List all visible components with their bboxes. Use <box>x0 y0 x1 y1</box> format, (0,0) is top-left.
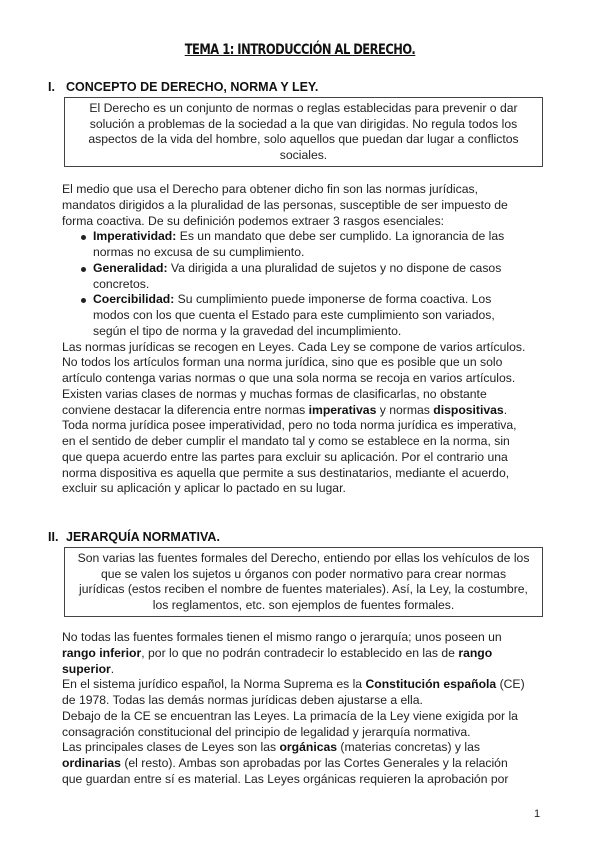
box-text-line: que se valen los sujetos u órganos con poder normativo para crear normas <box>100 566 507 581</box>
bold-term: Generalidad: <box>93 260 168 275</box>
text-run: y normas <box>376 402 434 417</box>
bullet-item <box>62 261 525 277</box>
text-line <box>62 245 525 261</box>
bullet-item <box>62 229 525 245</box>
text-line <box>62 371 525 387</box>
text-line <box>62 324 525 340</box>
text-line <box>62 709 525 725</box>
text-run: (el resto). Ambas son aprobadas por las Cortes Generales y la relación <box>120 756 508 770</box>
section-heading-1 <box>48 80 318 94</box>
box-text-line: El Derecho es un conjunto de normas o reglas establecidas para prevenir o dar <box>89 101 518 115</box>
text-line <box>62 355 525 371</box>
box-text-line: los reglamentos, etc. son ejemplos de fuentes formales. <box>152 597 455 612</box>
box-text-line: aspectos de la vida del hombre, solo aquellos que puedan dar lugar a conflictos <box>88 132 519 147</box>
text-run: Su cumplimiento puede imponerse de forma coactiva. Los <box>174 292 492 307</box>
text-run: . <box>503 402 508 417</box>
text-line <box>62 756 525 772</box>
definition-box-2 <box>64 547 543 617</box>
page-number: 1 <box>534 808 541 820</box>
text-run: No todos los artículos forman una norma jurídica, sino que es posible que un solo <box>62 355 503 370</box>
text-run: Las normas jurídicas se recogen en Leyes. Cada Ley se compone de varios artículos. <box>62 339 526 354</box>
section-heading-2 <box>48 530 220 544</box>
text-line <box>62 277 525 293</box>
section-number: II. <box>48 530 59 544</box>
text-line <box>62 466 525 482</box>
box-text-line: sociales. <box>279 147 328 162</box>
text-run: artículo contenga varias normas o que una sola norma se recoja en varios artículos. <box>62 371 516 385</box>
text-run: . <box>110 661 115 676</box>
text-line <box>62 308 525 324</box>
bold-term: Constitución española <box>365 677 497 692</box>
text-line <box>62 214 525 230</box>
text-run: normas no excusa de su cumplimiento. <box>93 245 305 259</box>
text-line <box>62 740 525 756</box>
text-run: , por lo que no podrán contradecir lo establecido en las de <box>141 645 459 660</box>
text-line <box>62 418 525 434</box>
box-text-line: solución a problemas de la sociedad a la que van dirigidas. No regula todos los <box>89 116 518 131</box>
text-line <box>62 677 525 693</box>
text-run: Va dirigida a una pluralidad de sujetos y no dispone de casos <box>167 260 502 275</box>
text-run: de 1978. Todas las demás normas jurídicas deben ajustarse a ella. <box>62 693 423 707</box>
text-run: norma dispositiva es aquella que permite a sus destinatarios, mediante el acuerdo, <box>62 465 510 480</box>
text-run: conviene destacar la diferencia entre normas <box>62 402 309 417</box>
text-line <box>62 630 525 646</box>
bold-term: orgánicas <box>279 740 338 755</box>
text-line <box>62 450 525 466</box>
text-line <box>62 387 525 403</box>
bold-term: imperativas <box>308 402 377 417</box>
text-run: consagración constitucional del principio de legalidad y jerarquía normativa. <box>62 724 471 739</box>
section-2-body <box>62 630 525 788</box>
text-run: Las principales clases de Leyes son las <box>62 740 280 755</box>
bold-term: rango <box>458 645 493 660</box>
text-run: según el tipo de norma y la gravedad del incumplimiento. <box>93 323 402 338</box>
text-line <box>62 198 525 214</box>
text-run: modos con los que cuenta el Estado para este cumplimiento son variados, <box>93 308 495 322</box>
text-run: concretos. <box>93 276 150 291</box>
text-line <box>62 340 525 356</box>
bold-term: rango inferior <box>62 645 142 660</box>
text-run: excluir su aplicación y aplicar lo pactado en su lugar. <box>62 481 346 496</box>
text-run: Toda norma jurídica posee imperatividad, pero no toda norma jurídica es imperativa, <box>62 418 517 433</box>
definition-box-1 <box>64 97 543 167</box>
bold-term: Coercibilidad: <box>93 292 175 307</box>
text-run: No todas las fuentes formales tienen el mismo rango o jerarquía; unos poseen un <box>62 630 502 644</box>
text-run: Es un mandato que debe ser cumplido. La ignorancia de las <box>176 229 505 244</box>
text-run: forma coactiva. De su definición podemos extraer 3 rasgos esenciales: <box>62 213 445 228</box>
text-run: mandatos dirigidos a la pluralidad de las personas, susceptible de ser impuesto de <box>62 197 508 212</box>
text-run: En el sistema jurídico español, la Norma Suprema es la <box>62 677 366 692</box>
text-run: (materias concretas) y las <box>337 740 480 755</box>
text-line <box>62 481 525 497</box>
document-title: TEMA 1: INTRODUCCIÓN AL DERECHO. <box>184 42 416 58</box>
box-text-line: jurídicas (estos reciben el nombre de fuentes materiales). Así, la Ley, la costumbre, <box>79 582 528 597</box>
text-line <box>62 182 525 198</box>
text-run: (CE) <box>496 677 525 692</box>
text-run: que quepa acuerdo entre las partes para excluir su aplicación. Por el contrario una <box>62 449 508 464</box>
bullet-item <box>62 292 525 308</box>
text-line <box>62 434 525 450</box>
text-line <box>62 772 525 788</box>
text-line <box>62 662 525 678</box>
text-run: Existen varias clases de normas y muchas formas de clasificarlas, no obstante <box>62 386 487 401</box>
section-number: I. <box>48 80 55 94</box>
text-run: en el sentido de deber cumplir el mandato tal y como se establece en la norma, sin <box>62 434 510 448</box>
section-title: CONCEPTO DE DERECHO, NORMA Y LEY. <box>66 80 319 94</box>
bold-term: Imperatividad: <box>93 229 177 244</box>
text-run: El medio que usa el Derecho para obtener dicho fin son las normas jurídicas, <box>62 182 478 196</box>
section-title: JERARQUÍA NORMATIVA. <box>66 530 220 544</box>
bold-term: dispositivas <box>433 402 504 417</box>
text-line <box>62 725 525 741</box>
section-1-body <box>62 182 525 497</box>
text-run: que guardan entre sí es material. Las Leyes orgánicas requieren la aprobación por <box>62 771 509 786</box>
box-text-line: Son varias las fuentes formales del Derecho, entiendo por ellas los vehículos de los <box>77 551 530 565</box>
text-line <box>62 403 525 419</box>
text-line <box>62 646 525 662</box>
text-line <box>62 693 525 709</box>
bold-term: superior <box>62 661 111 676</box>
text-run: Debajo de la CE se encuentran las Leyes. La primacía de la Ley viene exigida por la <box>62 708 518 723</box>
bold-term: ordinarias <box>62 756 121 770</box>
